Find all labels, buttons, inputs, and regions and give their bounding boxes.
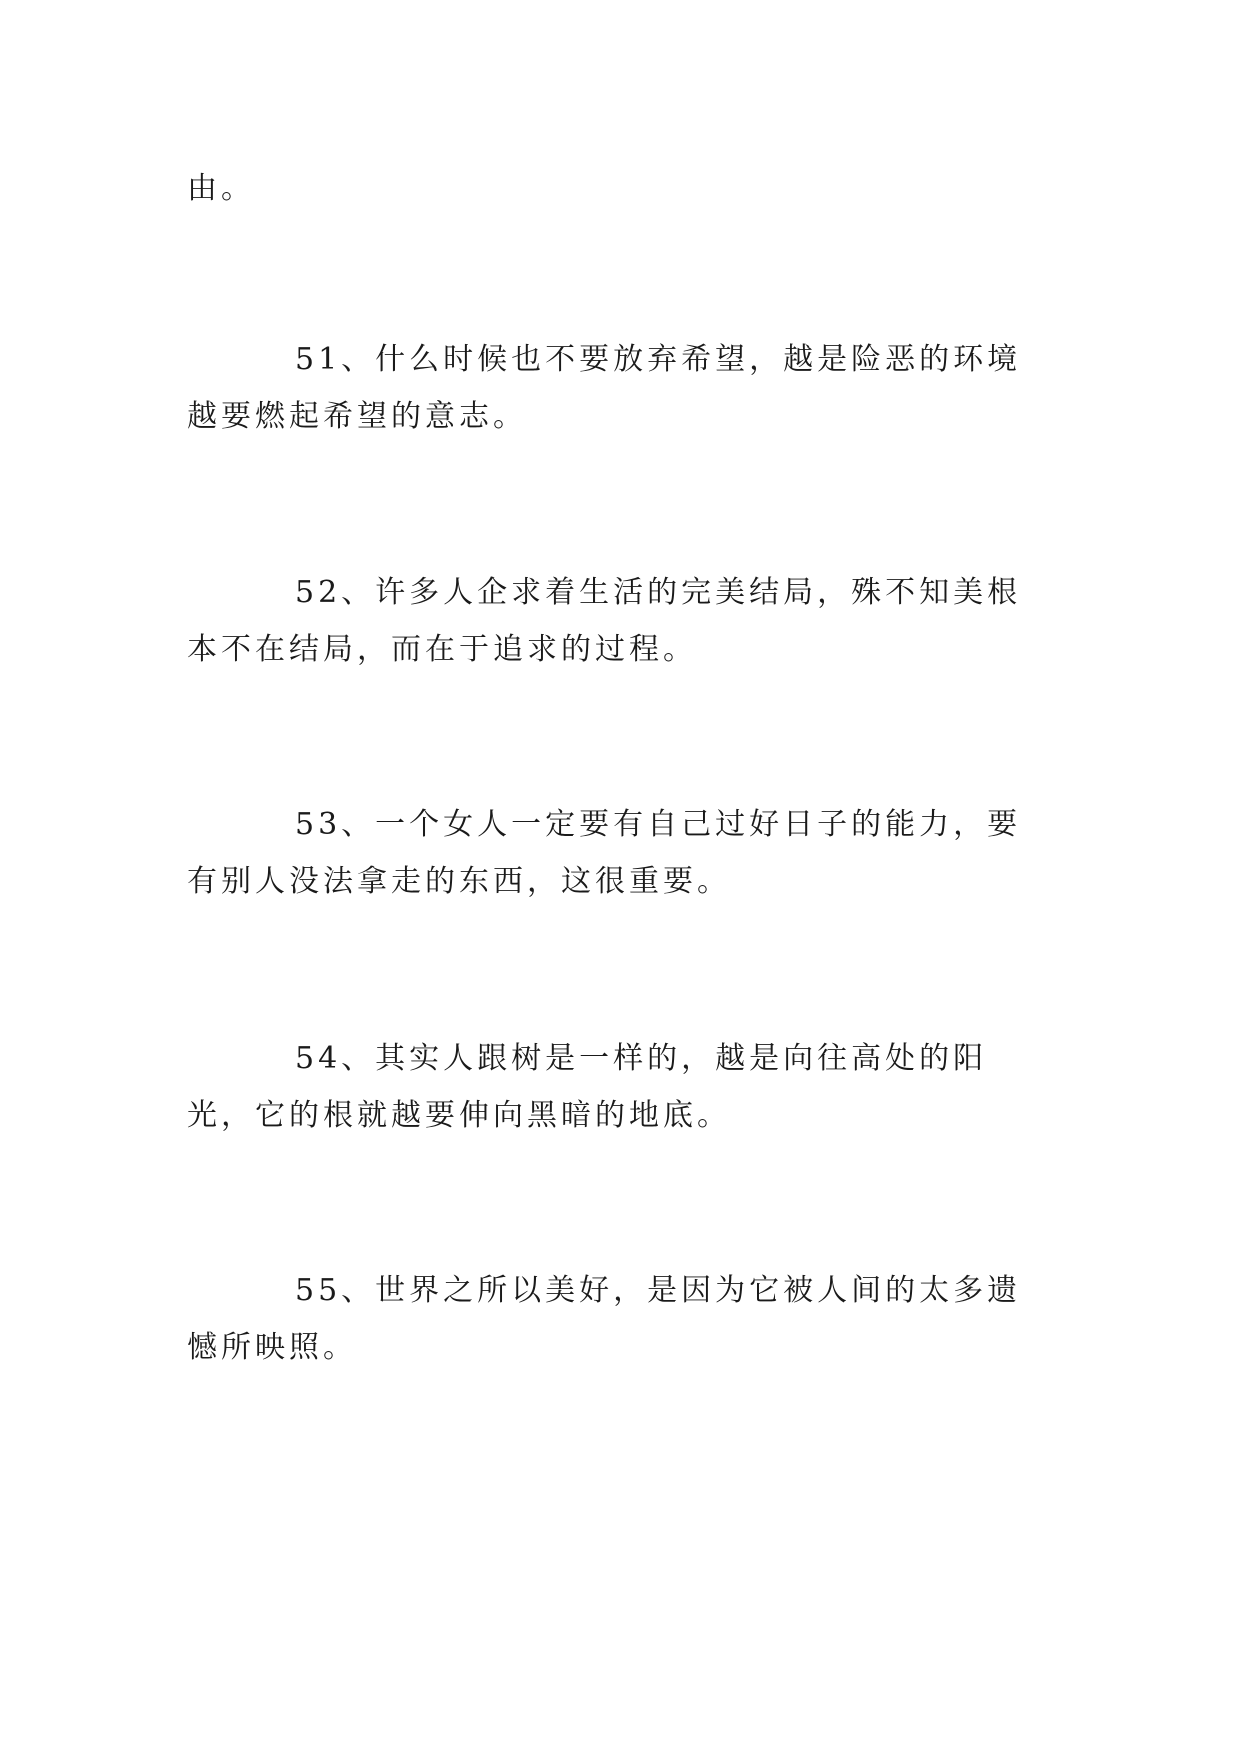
quote-53: 53、一个女人一定要有自己过好日子的能力，要有别人没法拿走的东西，这很重要。 xyxy=(187,807,1022,899)
quote-54: 54、其实人跟树是一样的，越是向往高处的阳光，它的根就越要伸向黑暗的地底。 xyxy=(187,1041,988,1133)
quote-55: 55、世界之所以美好，是因为它被人间的太多遗憾所映照。 xyxy=(187,1273,1022,1365)
paragraph-continuation: 由。 xyxy=(187,171,255,206)
quote-51: 51、什么时候也不要放弃希望，越是险恶的环境越要燃起希望的意志。 xyxy=(187,342,1022,434)
quote-52: 52、许多人企求着生活的完美结局，殊不知美根本不在结局，而在于追求的过程。 xyxy=(187,575,1022,667)
